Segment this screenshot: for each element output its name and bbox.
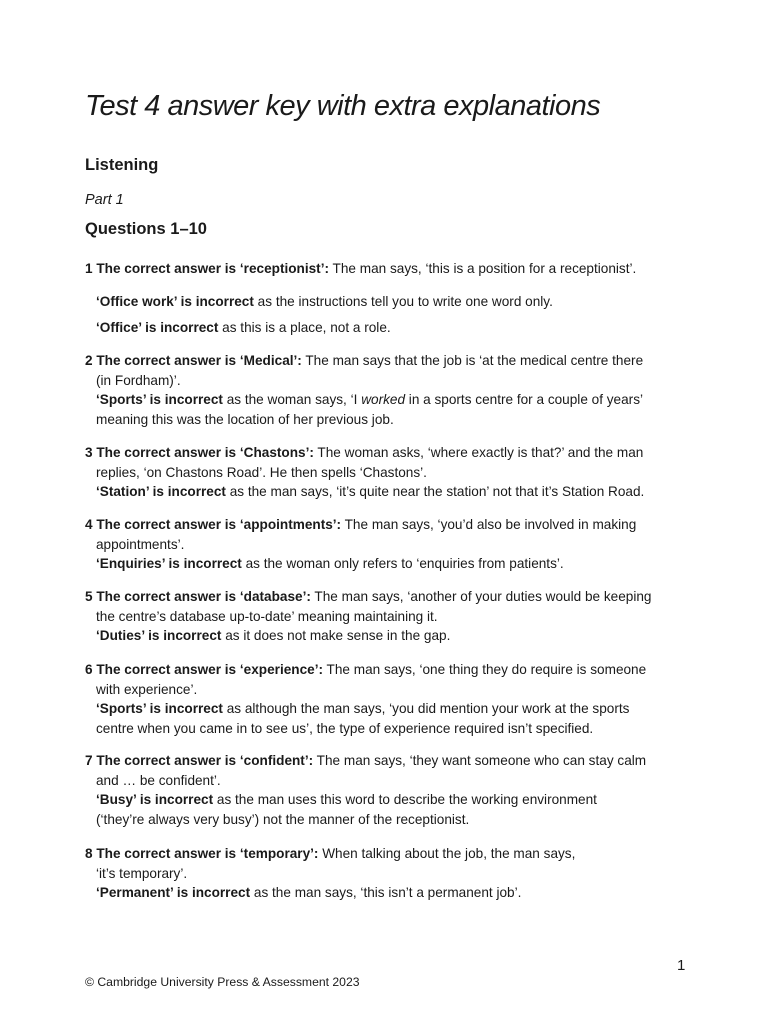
answer-5-note-bold: ‘Duties’ is incorrect [96, 628, 222, 643]
answer-7-note-bold: ‘Busy’ is incorrect [96, 792, 214, 807]
answer-8-note-text: as the man says, ‘this isn’t a permanent job’. [250, 885, 522, 900]
answer-2-text-1: The man says that the job is ‘at the medical centre there [301, 353, 644, 368]
answer-8-lead: 8 The correct answer is ‘temporary’: [85, 846, 319, 861]
answer-1-note-2 [96, 318, 685, 338]
question-range-heading: Questions 1–10 [85, 220, 207, 238]
answer-7-note-text: as the man uses this word to describe the working environment [213, 792, 597, 807]
answer-7 [85, 751, 685, 829]
answer-3-lead: 3 The correct answer is ‘Chastons’: [85, 445, 314, 460]
answer-3 [85, 443, 685, 502]
page-number: 1 [677, 957, 686, 974]
answer-5-note-text: as it does not make sense in the gap. [221, 628, 451, 643]
answer-3-text-1: The woman asks, ‘where exactly is that?’ and the man [313, 445, 644, 460]
answer-1-note-1-text: as the instructions tell you to write one word only. [253, 294, 553, 309]
answer-1-note-2-bold: ‘Office’ is incorrect [96, 320, 219, 335]
answer-6 [85, 660, 685, 738]
part-label: Part 1 [85, 192, 124, 208]
document-title: Test 4 answer key with extra explanations [85, 90, 601, 122]
answer-8 [85, 844, 685, 903]
answer-8-note-bold: ‘Permanent’ is incorrect [96, 885, 251, 900]
answer-3-note-text: as the man says, ‘it’s quite near the station’ not that it’s Station Road. [225, 484, 645, 499]
answer-2-note-text-pre: as the woman says, ‘I [222, 392, 362, 407]
answer-4 [85, 515, 685, 574]
answer-7-lead: 7 The correct answer is ‘confident’: [85, 753, 314, 768]
answer-8-text-1: When talking about the job, the man says, [318, 846, 576, 861]
answer-6-note-text: as although the man says, ‘you did mention your work at the sports [222, 701, 630, 716]
answer-5-text-1: The man says, ‘another of your duties would be keeping [310, 589, 652, 604]
answer-1-note-2-text: as this is a place, not a role. [218, 320, 391, 335]
answer-1-lead: 1 The correct answer is ‘receptionist’: [85, 261, 330, 276]
answer-1-note-1-bold: ‘Office work’ is incorrect [96, 294, 254, 309]
answer-5-lead: 5 The correct answer is ‘database’: [85, 589, 311, 604]
answer-1-text: The man says, ‘this is a position for a receptionist’. [329, 261, 637, 276]
answer-1 [85, 259, 685, 279]
answer-2-note-bold: ‘Sports’ is incorrect [96, 392, 223, 407]
answer-6-text-1: The man says, ‘one thing they do require is someone [323, 662, 647, 677]
answer-8-text-2: ‘it’s temporary’. [96, 865, 188, 881]
answer-7-note-line-2: (‘they’re always very busy’) not the manner of the receptionist. [96, 811, 470, 827]
answer-4-note-text: as the woman only refers to ‘enquiries from patients’. [241, 556, 564, 571]
answer-2-note-text-post: in a sports centre for a couple of years’ [405, 392, 644, 407]
answer-6-text-2: with experience’. [96, 681, 198, 697]
answer-5-text-2: the centre’s database up-to-date’ meaning maintaining it. [96, 608, 438, 624]
answer-2 [85, 351, 685, 429]
answer-6-note-bold: ‘Sports’ is incorrect [96, 701, 223, 716]
answer-2-note-line-2: meaning this was the location of her previous job. [96, 411, 394, 427]
answer-7-text-2: and … be confident’. [96, 772, 221, 788]
answer-7-text-1: The man says, ‘they want someone who can stay calm [313, 753, 647, 768]
answer-6-lead: 6 The correct answer is ‘experience’: [85, 662, 324, 677]
copyright-notice: © Cambridge University Press & Assessment 2023 [85, 975, 360, 989]
answer-2-text-2: (in Fordham)’. [96, 372, 181, 388]
answer-4-note-bold: ‘Enquiries’ is incorrect [96, 556, 242, 571]
section-heading: Listening [85, 156, 159, 174]
answer-1-note-1 [96, 292, 685, 312]
answer-4-text-2: appointments’. [96, 536, 185, 552]
answer-2-lead: 2 The correct answer is ‘Medical’: [85, 353, 302, 368]
answer-3-note-bold: ‘Station’ is incorrect [96, 484, 226, 499]
answer-6-note-line-2: centre when you came in to see us’, the type of experience required isn’t specified. [96, 720, 594, 736]
answer-5 [85, 587, 685, 646]
answer-4-text-1: The man says, ‘you’d also be involved in making [341, 517, 637, 532]
answer-4-lead: 4 The correct answer is ‘appointments’: [85, 517, 342, 532]
answer-3-text-2: replies, ‘on Chastons Road’. He then spells ‘Chastons’. [96, 464, 427, 480]
answer-2-note-italic: worked [361, 392, 406, 407]
